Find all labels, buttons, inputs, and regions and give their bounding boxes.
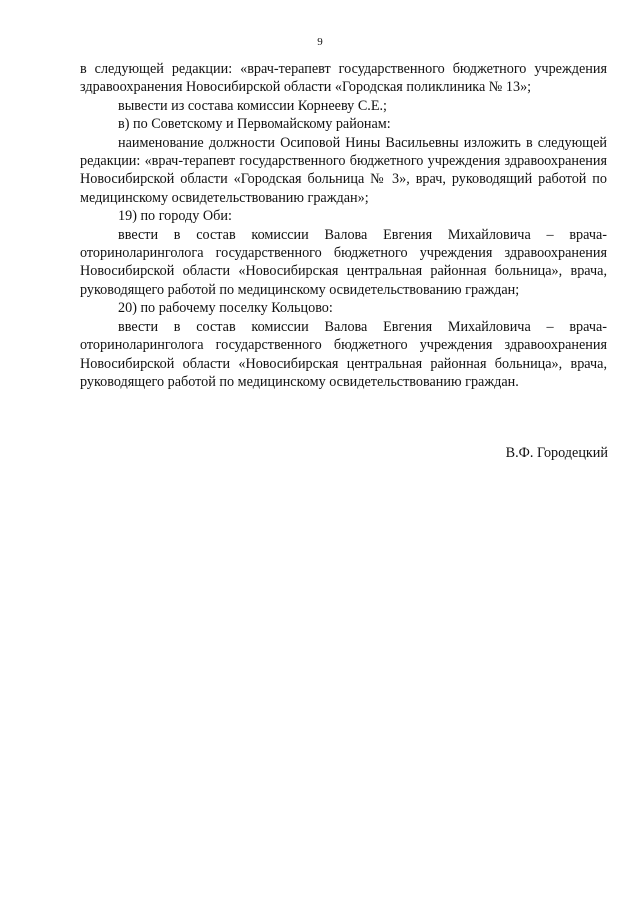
paragraph-add-member-ob: ввести в состав комиссии Валова Евгения Михайловича – врача-оториноларинголога государственного бюджетного учреждения здравоохранения Новосибирской области «Новосибирская центральная районная больница», врача, руководящего работой по медицинскому освидетельствованию граждан;	[80, 226, 607, 298]
paragraph-continuation: в следующей редакции: «врач-терапевт государственного бюджетного учреждения здравоохранения Новосибирской области «Городская поликлиника № 13»;	[80, 61, 607, 96]
paragraph-remove-member: вывести из состава комиссии Корнееву С.Е.;	[118, 97, 387, 114]
paragraph-add-member-koltsovo: ввести в состав комиссии Валова Евгения Михайловича – врача-оториноларинголога государственного бюджетного учреждения здравоохранения Новосибирской области «Новосибирская центральная районная больница», врача, руководящего работой по медицинскому освидетельствованию граждан.	[80, 318, 607, 390]
paragraph-subheading-sovetsky: в) по Советскому и Первомайскому районам:	[118, 116, 391, 133]
paragraph-position-change: наименование должности Осиповой Нины Васильевны изложить в следующей редакции: «врач-терапевт государственного бюджетного учреждения здравоохранения Новосибирской области «Городская больница № 3», врач, руководящий работой по медицинскому освидетельствованию граждан»;	[80, 134, 607, 206]
signature-name: В.Ф. Городецкий	[505, 445, 608, 461]
document-body	[80, 60, 607, 391]
paragraph-heading-ob: 19) по городу Оби:	[118, 208, 232, 225]
paragraph-heading-koltsovo: 20) по рабочему поселку Кольцово:	[118, 300, 333, 317]
page-number: 9	[317, 36, 323, 48]
